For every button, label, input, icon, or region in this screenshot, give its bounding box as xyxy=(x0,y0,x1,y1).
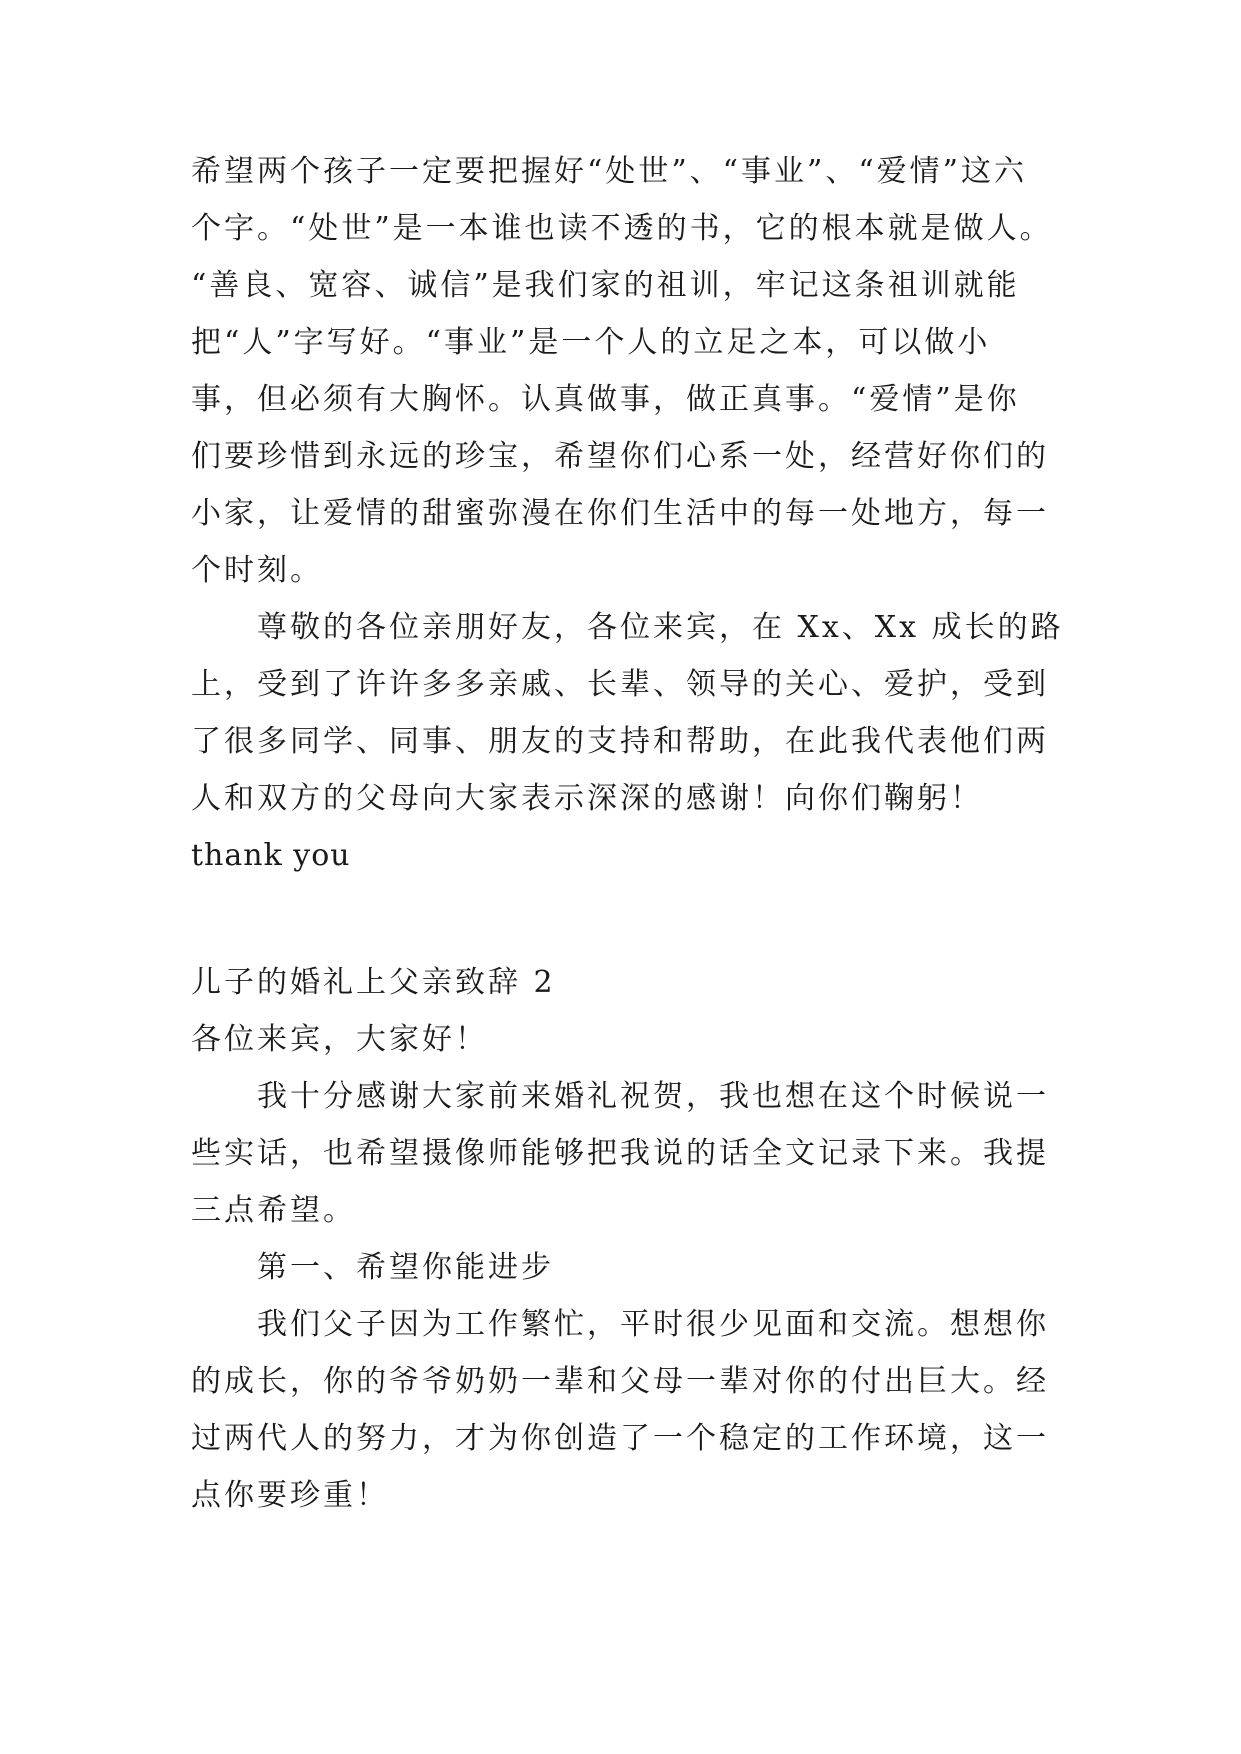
paragraph-line: 些实话，也希望摄像师能够把我说的话全文记录下来。我提 xyxy=(191,1136,1049,1171)
paragraph-line: 了很多同学、同事、朋友的支持和帮助，在此我代表他们两 xyxy=(191,724,1049,759)
paragraph-line: 的成长，你的爷爷奶奶一辈和父母一辈对你的付出巨大。经 xyxy=(191,1364,1049,1399)
paragraph-line: 个时刻。 xyxy=(191,553,323,588)
paragraph-line: 尊敬的各位亲朋好友，各位来宾，在 Xx、Xx 成长的路 xyxy=(257,610,1064,645)
greeting-line: 各位来宾，大家好！ xyxy=(191,1022,488,1057)
paragraph-line: 点你要珍重！ xyxy=(191,1478,389,1513)
paragraph-line: 上，受到了许许多多亲戚、长辈、领导的关心、爱护，受到 xyxy=(191,667,1049,702)
paragraph-line: 个字。“处世”是一本谁也读不透的书，它的根本就是做人。 xyxy=(191,211,1053,246)
paragraph-line: 把“人”字写好。“事业”是一个人的立足之本，可以做小 xyxy=(191,325,991,360)
paragraph-line: 们要珍惜到永远的珍宝，希望你们心系一处，经营好你们的 xyxy=(191,439,1049,474)
paragraph-line: “善良、宽容、诚信”是我们家的祖训，牢记这条祖训就能 xyxy=(191,268,1020,303)
paragraph-line: 三点希望。 xyxy=(191,1193,356,1228)
paragraph-line: 我十分感谢大家前来婚礼祝贺，我也想在这个时候说一 xyxy=(257,1079,1049,1114)
paragraph-line: 事，但必须有大胸怀。认真做事，做正真事。“爱情”是你 xyxy=(191,382,1020,417)
closing-line: thank you xyxy=(191,838,351,873)
paragraph-line: 我们父子因为工作繁忙，平时很少见面和交流。想想你 xyxy=(257,1307,1049,1342)
section-title: 儿子的婚礼上父亲致辞 2 xyxy=(191,965,556,1000)
paragraph-line: 过两代人的努力，才为你创造了一个稳定的工作环境，这一 xyxy=(191,1421,1049,1456)
paragraph-line: 人和双方的父母向大家表示深深的感谢！向你们鞠躬！ xyxy=(191,781,983,816)
paragraph-line: 小家，让爱情的甜蜜弥漫在你们生活中的每一处地方，每一 xyxy=(191,496,1049,531)
point-heading: 第一、希望你能进步 xyxy=(257,1250,554,1285)
paragraph-line: 希望两个孩子一定要把握好“处世”、“事业”、“爱情”这六 xyxy=(191,154,1028,189)
